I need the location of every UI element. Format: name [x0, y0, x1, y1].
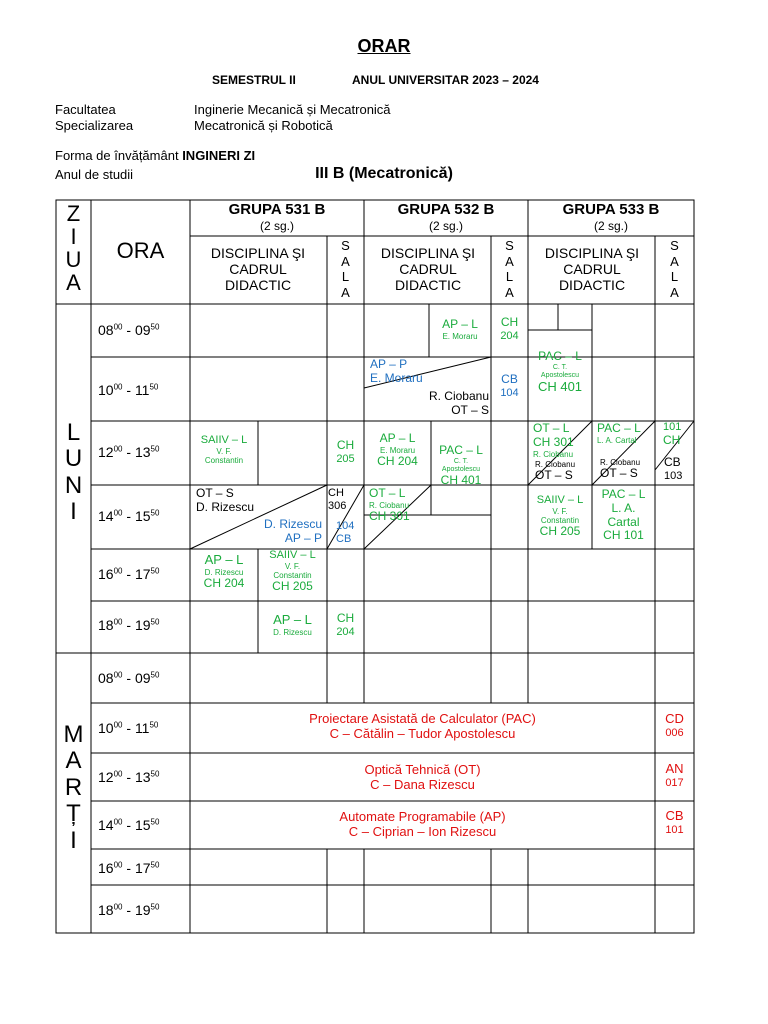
hour-luni-18: $18^{00} - 19^{50}$	[98, 617, 160, 633]
hour-marti-14: $14^{00} - 15^{50}$	[98, 817, 160, 833]
luni-531-12-saiiv-l: SAIIV – L V. F. Constantin	[200, 434, 248, 465]
luni-533-12-room-b: CB 103	[664, 455, 683, 482]
form-value: INGINERI ZI	[182, 148, 256, 163]
luni-533-12-pac-l: PAC – L L. A. Cartal	[597, 421, 641, 445]
day-luni: L U N I	[64, 419, 83, 526]
luni-533-14-pac-l: PAC – L L. A. Cartal CH 101	[601, 487, 646, 543]
spec-value: Mecatronică și Robotică	[194, 118, 333, 133]
luni-531-14-room-a: CH 306	[328, 487, 347, 512]
disciplina-header-533: DISCIPLINA ŞI CADRUL DIDACTIC	[544, 245, 640, 294]
luni-531-18-ap-l: AP – L D. Rizescu	[273, 612, 312, 637]
luni-531-14-ot-s: OT – S D. Rizescu	[196, 486, 255, 514]
spec-label: Specializarea	[55, 118, 134, 133]
luni-532-08-room: CH 204	[500, 315, 519, 342]
form-label: Forma de învățământ INGINERI ZI	[55, 148, 256, 163]
hour-luni-10: $10^{00} - 11^{50}$	[98, 382, 159, 398]
luni-533-12-room-a: 101 CH	[663, 421, 682, 447]
luni-532-10-ap-p: AP – P E. Moraru	[370, 357, 423, 385]
luni-531-14-room-b: 104 CB	[336, 520, 355, 545]
semester-label: SEMESTRUL II	[212, 73, 296, 87]
luni-532-12-ap-l: AP – L E. Moraru CH 204	[377, 431, 418, 468]
luni-532-10-room: CB 104	[500, 372, 519, 399]
luni-531-16-saiiv-l: SAIIV – L V. F. Constantin CH 205	[269, 549, 316, 594]
luni-533-12-ot-s-b: R. Ciobanu OT – S	[600, 458, 641, 481]
marti-14-ap-course: Automate Programabile (AP) C – Ciprian – Ion Rizescu	[339, 809, 506, 839]
marti-12-room: AN 017	[665, 761, 684, 789]
hour-marti-10: $10^{00} - 11^{50}$	[98, 720, 159, 736]
hour-luni-14: $14^{00} - 15^{50}$	[98, 508, 160, 524]
group-532-header: GRUPA 532 B	[397, 201, 495, 218]
luni-532-14-ot-l: OT – L R. Ciobanu CH 301	[369, 486, 410, 523]
luni-532-12-pac-l: PAC – L C. T. Apostolescu CH 401	[439, 443, 483, 487]
marti-12-ot-course: Optică Tehnică (OT) C – Dana Rizescu	[364, 762, 481, 792]
group-531-header: GRUPA 531 B	[228, 201, 326, 218]
day-column-header: Z I U A	[65, 201, 82, 296]
luni-533-12-ot-s: R. Ciobanu OT – S	[535, 460, 576, 483]
hour-marti-18: $18^{00} - 19^{50}$	[98, 902, 160, 918]
luni-533-08-pac-l: PAC – L C. T. Apostolescu CH 401	[537, 349, 583, 394]
marti-10-pac-course: Proiectare Asistată de Calculator (PAC) C – Cătălin – Tudor Apostolescu	[309, 711, 536, 741]
group-531-sub: (2 sg.)	[259, 219, 294, 233]
hour-luni-08: $08^{00} - 09^{50}$	[98, 322, 160, 338]
luni-532-10-ot-s: R. Ciobanu OT – S	[428, 389, 489, 417]
luni-532-08-ap-l: AP – L E. Moraru	[442, 317, 478, 341]
marti-14-room: CB 101	[665, 808, 684, 836]
sala-header-532: S A L A	[505, 238, 514, 300]
group-533-sub: (2 sg.)	[593, 219, 628, 233]
luni-531-16-ap-l: AP – L D. Rizescu CH 204	[203, 552, 245, 591]
year-label: Anul de studii	[55, 167, 134, 182]
hour-marti-12: $12^{00} - 13^{50}$	[98, 769, 160, 785]
luni-531-18-room: CH 204	[336, 611, 355, 638]
luni-533-14-saiiv-l: SAIIV – L V. F. Constantin CH 205	[536, 494, 584, 539]
hour-marti-16: $16^{00} - 17^{50}$	[98, 860, 160, 876]
sala-header-531: S A L A	[341, 238, 350, 300]
disciplina-header-532: DISCIPLINA ŞI CADRUL DIDACTIC	[380, 245, 476, 294]
hour-marti-08: $08^{00} - 09^{50}$	[98, 670, 160, 686]
group-year: III B (Mecatronică)	[315, 165, 453, 182]
group-532-sub: (2 sg.)	[428, 219, 463, 233]
page-title: ORAR	[357, 36, 411, 56]
group-533-header: GRUPA 533 B	[562, 201, 660, 218]
disciplina-header-531: DISCIPLINA ŞI CADRUL DIDACTIC	[210, 245, 306, 294]
marti-10-room: CD 006	[665, 711, 684, 739]
luni-531-12-room: CH 205	[336, 438, 355, 465]
sala-header-533: S A L A	[670, 238, 679, 300]
luni-531-14-ap-p: D. Rizescu AP – P	[263, 517, 322, 545]
ora-header: ORA	[116, 238, 165, 263]
faculty-label: Facultatea	[55, 102, 116, 117]
day-marti: M A R Ț I	[63, 721, 84, 854]
faculty-value: Inginerie Mecanică și Mecatronică	[194, 102, 391, 117]
hour-luni-16: $16^{00} - 17^{50}$	[98, 566, 160, 582]
hour-luni-12: $12^{00} - 13^{50}$	[98, 444, 160, 460]
academic-year: ANUL UNIVERSITAR 2023 – 2024	[352, 73, 539, 87]
luni-533-12-ot-l: OT – L CH 301 R. Ciobanu	[533, 421, 574, 459]
